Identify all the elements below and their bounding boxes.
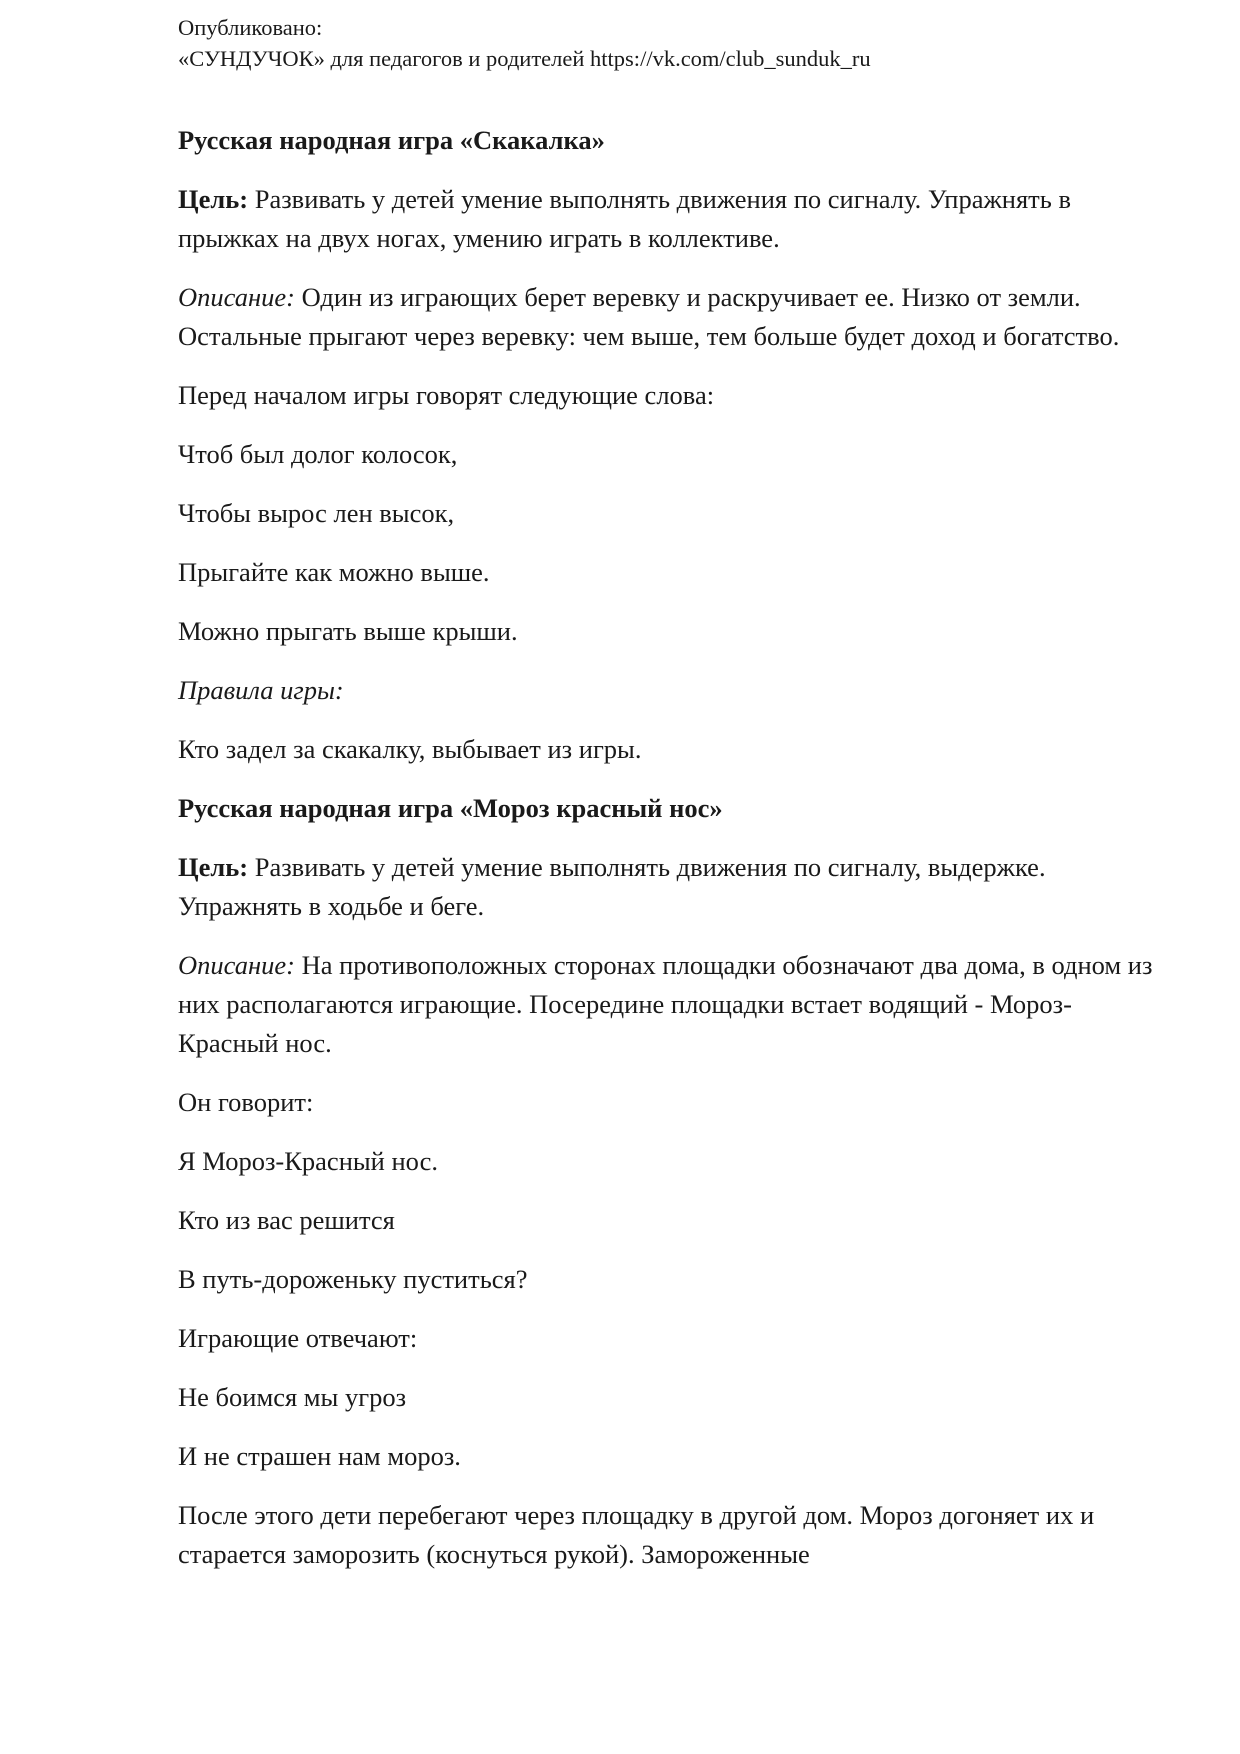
game1-description-text: Один из играющих берет веревку и раскручивает ее. Низко от земли. Остальные прыгают через веревку: чем выше, тем больше будет доход и богатство.	[178, 282, 1120, 351]
game1-verse-line-4: Можно прыгать выше крыши.	[178, 616, 518, 646]
game1-verse-line-2: Чтобы вырос лен высок,	[178, 498, 455, 528]
game1-verse-line-1: Чтоб был долог колосок,	[178, 439, 458, 469]
game2-answer-intro: Играющие отвечают:	[178, 1323, 418, 1353]
game1-rules-label: Правила игры:	[178, 675, 344, 705]
game2-description-text: На противоположных сторонах площадки обозначают два дома, в одном из них располагаются играющие. Посередине площадки встает водящий - Мороз-Красный нос.	[178, 950, 1153, 1058]
game2-goal-text: Развивать у детей умение выполнять движения по сигналу, выдержке. Упражнять в ходьбе и беге.	[178, 852, 1046, 921]
game2-answer-line-1: Не боимся мы угроз	[178, 1382, 407, 1412]
game2-goal-label: Цель:	[178, 852, 249, 882]
game1-verse-line-3: Прыгайте как можно выше.	[178, 557, 490, 587]
game2-answer-line-2: И не страшен нам мороз.	[178, 1441, 461, 1471]
game2-goal-paragraph	[178, 848, 1168, 926]
game1-goal-paragraph	[178, 180, 1168, 258]
game1-title: Русская народная игра «Скакалка»	[178, 125, 605, 155]
game1-goal-label: Цель:	[178, 184, 249, 214]
document-body	[178, 121, 1168, 1594]
published-label: Опубликовано:	[178, 15, 323, 40]
game2-description-label: Описание:	[178, 950, 295, 980]
game2-description-paragraph	[178, 946, 1168, 1063]
game1-rules-text: Кто задел за скакалку, выбывает из игры.	[178, 734, 642, 764]
game2-verse-line-3: В путь-дороженьку пуститься?	[178, 1264, 528, 1294]
source-line: «СУНДУЧОК» для педагогов и родителей https://vk.com/club_sunduk_ru	[178, 46, 871, 71]
game2-title: Русская народная игра «Мороз красный нос»	[178, 793, 723, 823]
game1-description-label: Описание:	[178, 282, 295, 312]
game1-intro: Перед началом игры говорят следующие слова:	[178, 380, 715, 410]
game1-description-paragraph	[178, 278, 1168, 356]
game2-says: Он говорит:	[178, 1087, 314, 1117]
game2-after-text: После этого дети перебегают через площадку в другой дом. Мороз догоняет их и старается заморозить (коснуться рукой). Замороженные	[178, 1500, 1095, 1569]
game2-verse-line-2: Кто из вас решится	[178, 1205, 395, 1235]
game1-goal-text: Развивать у детей умение выполнять движения по сигналу. Упражнять в прыжках на двух ногах, умению играть в коллективе.	[178, 184, 1071, 253]
publication-header	[178, 12, 871, 74]
game2-verse-line-1: Я Мороз-Красный нос.	[178, 1146, 438, 1176]
